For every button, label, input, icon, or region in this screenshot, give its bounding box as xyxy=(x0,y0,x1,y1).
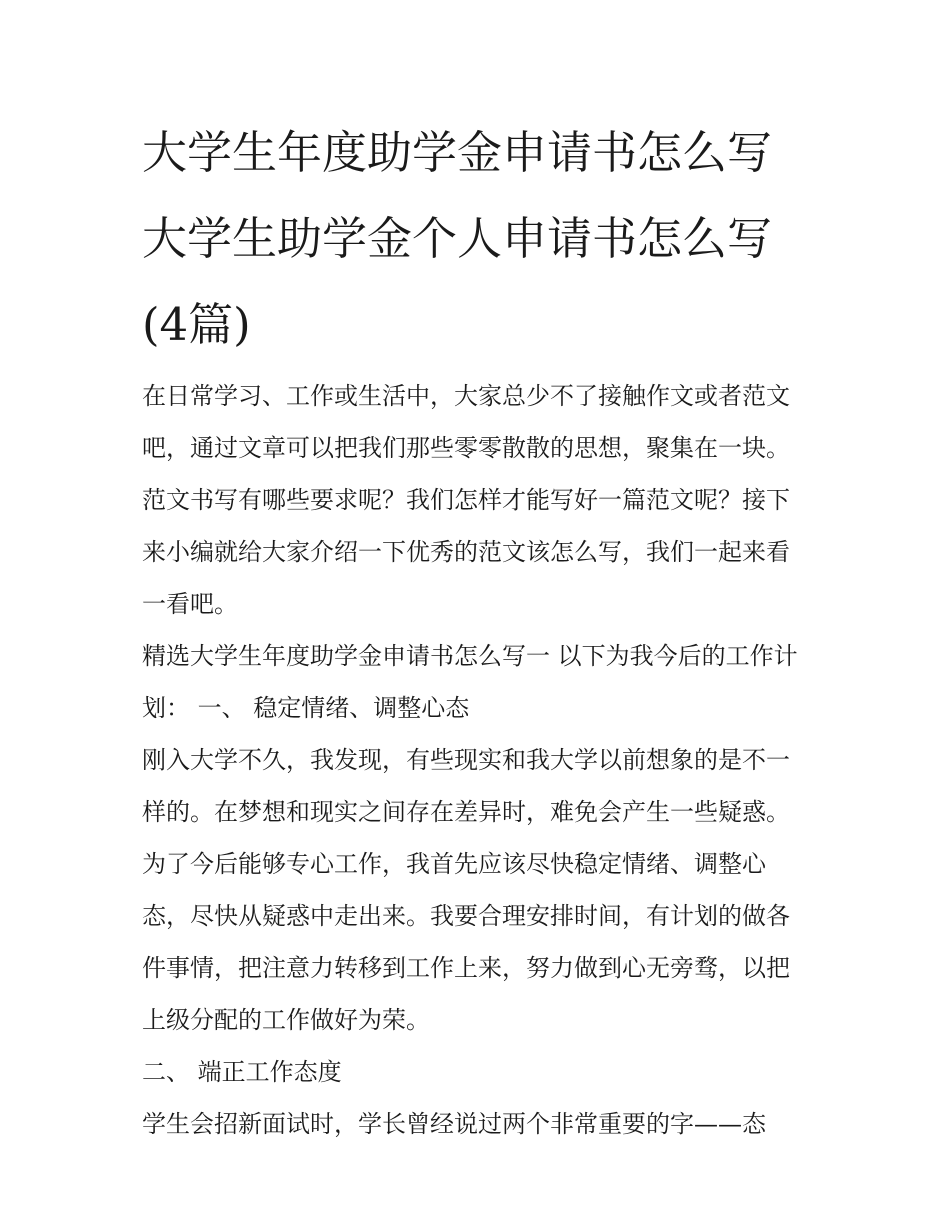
paragraph-plan-heading: 精选大学生年度助学金申请书怎么写一 以下为我今后的工作计划： 一、 稳定情绪、调整心态 xyxy=(142,642,798,722)
document-body xyxy=(142,110,812,1150)
paragraph-attitude: 学生会招新面试时，学长曾经说过两个非常重要的字——态 xyxy=(142,1110,766,1138)
paragraph-intro: 在日常学习、工作或生活中，大家总少不了接触作文或者范文吧，通过文章可以把我们那些零零散散的思想，聚集在一块。范文书写有哪些要求呢？我们怎样才能写好一篇范文呢？接下来小编就给大家介绍一下优秀的范文该怎么写，我们一起来看一看吧。 xyxy=(142,382,790,618)
paragraph-stabilize-emotions: 刚入大学不久，我发现，有些现实和我大学以前想象的是不一样的。在梦想和现实之间存在差异时，难免会产生一些疑惑。为了今后能够专心工作，我首先应该尽快稳定情绪、调整心态，尽快从疑惑中走出来。我要合理安排时间，有计划的做各件事情，把注意力转移到工作上来，努力做到心无旁骛，以把上级分配的工作做好为荣。 xyxy=(142,746,790,1034)
document-title: 大学生年度助学金申请书怎么写 大学生助学金个人申请书怎么写(4篇) xyxy=(142,126,773,351)
section-heading-attitude: 二、 端正工作态度 xyxy=(142,1058,342,1086)
